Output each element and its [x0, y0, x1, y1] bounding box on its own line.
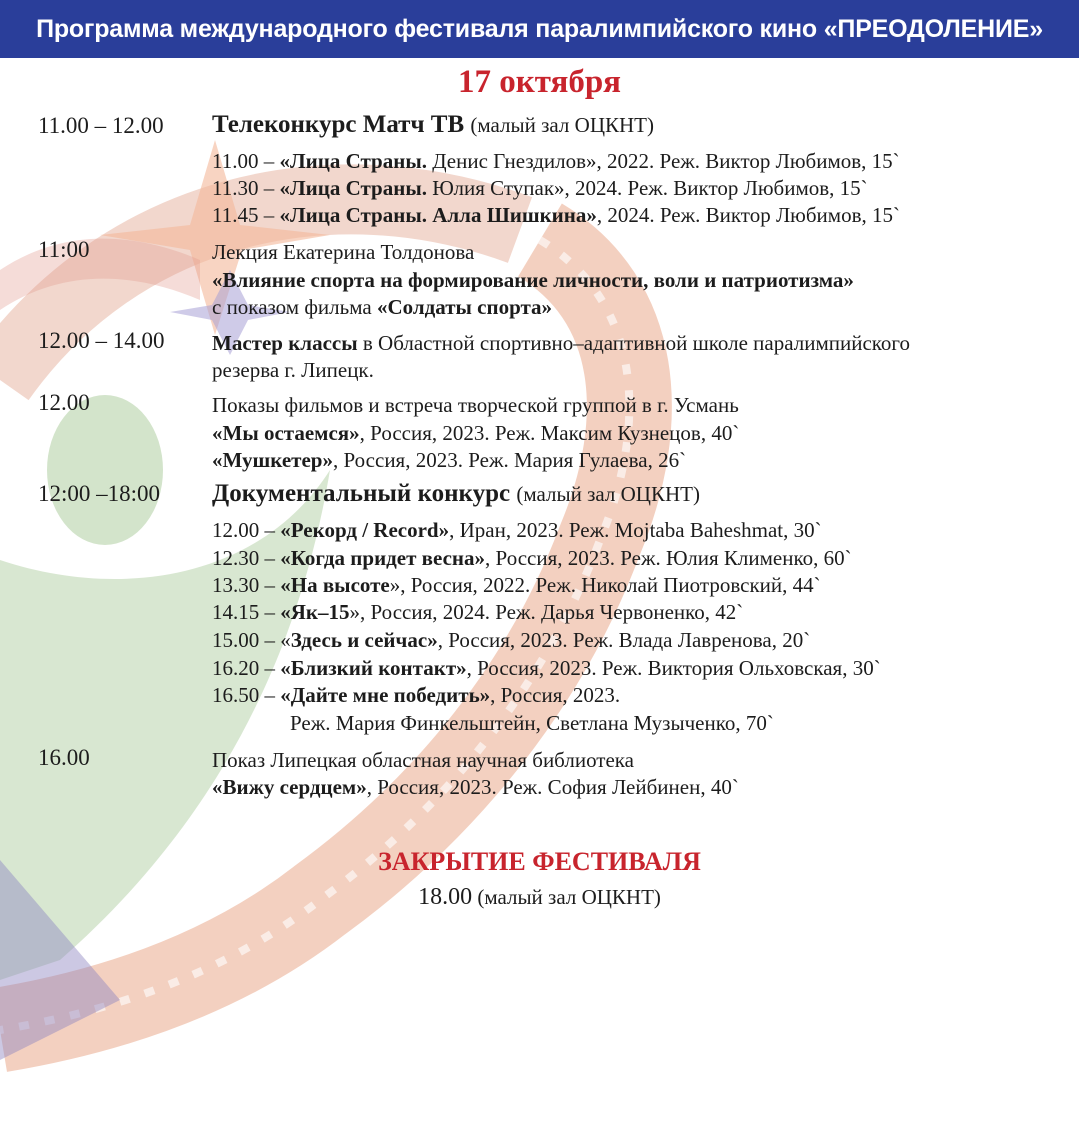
- item-film: «Як–15: [280, 600, 350, 624]
- session-3-line-2: резерва г. Липецк.: [212, 358, 374, 382]
- session-5-item-7-directors: Реж. Мария Финкельштейн, Светлана Музыченко, 70`: [290, 711, 774, 735]
- item-details: , Россия, 2023. Реж. Юлия Клименко, 60`: [485, 546, 852, 570]
- session-1-time: 11.00 – 12.00: [38, 113, 164, 138]
- item-film: «Дайте мне победить»: [280, 683, 491, 707]
- session-5-title: Документальный конкурс: [212, 480, 511, 507]
- session-5-item-6: [212, 656, 881, 681]
- item-film: «Мы остаемся»: [212, 421, 360, 445]
- item-time: 16.20 –: [212, 656, 281, 680]
- session-1-item-1: [212, 149, 900, 174]
- session-2-intro: Лекция Екатерина Толдонова: [212, 240, 475, 264]
- film-prefix: с показом фильма: [212, 295, 377, 319]
- item-details: », Россия, 2022. Реж. Николай Пиотровский, 44`: [389, 573, 821, 597]
- session-5-title-note: (малый зал ОЦКНТ): [516, 482, 700, 506]
- item-film: «Близкий контакт»: [280, 656, 467, 680]
- item-details: , Россия, 2023. Реж. Мария Гулаева, 26`: [333, 448, 687, 472]
- programme-date: 17 октября: [457, 64, 622, 100]
- session-6-intro: Показ Липецкая областная научная библиотека: [212, 748, 634, 772]
- session-5-item-1: [212, 518, 822, 543]
- session-5-item-7: [212, 683, 620, 708]
- item-details: , Россия, 2023. Реж. Влада Лавренова, 20`: [437, 628, 811, 652]
- item-details: , 2024. Реж. Виктор Любимов, 15`: [596, 203, 900, 227]
- item-time: 12.30 –: [212, 546, 281, 570]
- header-bar: [0, 0, 1079, 58]
- item-details: , Россия, 2023. Реж. Виктория Ольховская, 30`: [466, 656, 881, 680]
- session-4-film-1: [212, 421, 739, 446]
- master-class-label: Мастер классы: [212, 331, 358, 355]
- item-film: Здесь и сейчас»: [290, 628, 438, 652]
- session-3-line-1: [212, 331, 910, 356]
- session-5-title-line: [212, 480, 700, 508]
- session-1-title-note: (малый зал ОЦКНТ): [470, 113, 654, 137]
- closing-title: ЗАКРЫТИЕ ФЕСТИВАЛЯ: [378, 847, 701, 876]
- item-film: «Вижу сердцем»: [212, 775, 367, 799]
- item-details: Денис Гнездилов», 2022. Реж. Виктор Любимов, 15`: [426, 149, 900, 173]
- session-4-intro: Показы фильмов и встреча творческой группой в г. Усмань: [212, 393, 739, 417]
- item-time: 11.00 –: [212, 149, 280, 173]
- item-film: «Солдаты спорта»: [376, 295, 553, 319]
- item-film: «На высоте: [280, 573, 390, 597]
- item-time: 15.00 – «: [212, 628, 291, 652]
- session-2-lecture-title: [212, 268, 854, 293]
- item-details: , Россия, 2023. Реж. Максим Кузнецов, 40`: [359, 421, 740, 445]
- item-time: 14.15 –: [212, 600, 281, 624]
- closing-time: 18.00: [418, 884, 473, 910]
- item-time: 11.45 –: [212, 203, 280, 227]
- item-details: , Иран, 2023. Реж. Mojtaba Baheshmat, 30`: [449, 518, 822, 542]
- item-film: «Когда придет весна»: [280, 546, 486, 570]
- session-3-time: 12.00 – 14.00: [38, 328, 165, 353]
- session-5-item-4: [212, 600, 743, 625]
- item-film: «Мушкетер»: [212, 448, 333, 472]
- session-4-film-2: [212, 448, 686, 473]
- item-details: Юлия Ступак», 2024. Реж. Виктор Любимов, 15`: [426, 176, 868, 200]
- session-1-title-line: [212, 111, 654, 139]
- session-6-film: [212, 775, 739, 800]
- session-5-item-3: [212, 573, 821, 598]
- closing-place: (малый зал ОЦКНТ): [472, 885, 661, 909]
- session-2-film-line: [212, 295, 552, 320]
- item-film: «Лица Страны.: [279, 149, 427, 173]
- item-details: , Россия, 2023. Реж. София Лейбинен, 40`: [366, 775, 739, 799]
- item-film: «Лица Страны. Алла Шишкина»: [279, 203, 597, 227]
- item-time: 12.00 –: [212, 518, 281, 542]
- session-1-item-2: [212, 176, 868, 201]
- item-details: », Россия, 2024. Реж. Дарья Червоненко, 42`: [349, 600, 744, 624]
- session-5-item-5: [212, 628, 810, 653]
- lecture-title: «Влияние спорта на формирование личности, воли и патриотизма»: [212, 268, 854, 292]
- session-5-time: 12:00 –18:00: [38, 481, 161, 506]
- header-title: Программа международного фестиваля паралимпийского кино «ПРЕОДОЛЕНИЕ»: [36, 14, 1043, 43]
- session-2-time: 11:00: [38, 237, 90, 262]
- item-details: , Россия, 2023.: [490, 683, 621, 707]
- item-time: 16.50 –: [212, 683, 281, 707]
- session-1-item-3: [212, 203, 900, 228]
- item-film: «Лица Страны.: [279, 176, 427, 200]
- session-4-time: 12.00: [38, 390, 90, 415]
- session-5-item-2: [212, 546, 852, 571]
- closing-time-line: [0, 884, 1079, 911]
- session-6-time: 16.00: [38, 745, 90, 770]
- session-1-title: Телеконкурс Матч ТВ: [212, 111, 465, 138]
- item-time: 13.30 –: [212, 573, 281, 597]
- item-film: «Рекорд / Record»: [280, 518, 450, 542]
- item-time: 11.30 –: [212, 176, 280, 200]
- master-class-place: в Областной спортивно–адаптивной школе паралимпийского: [357, 331, 911, 355]
